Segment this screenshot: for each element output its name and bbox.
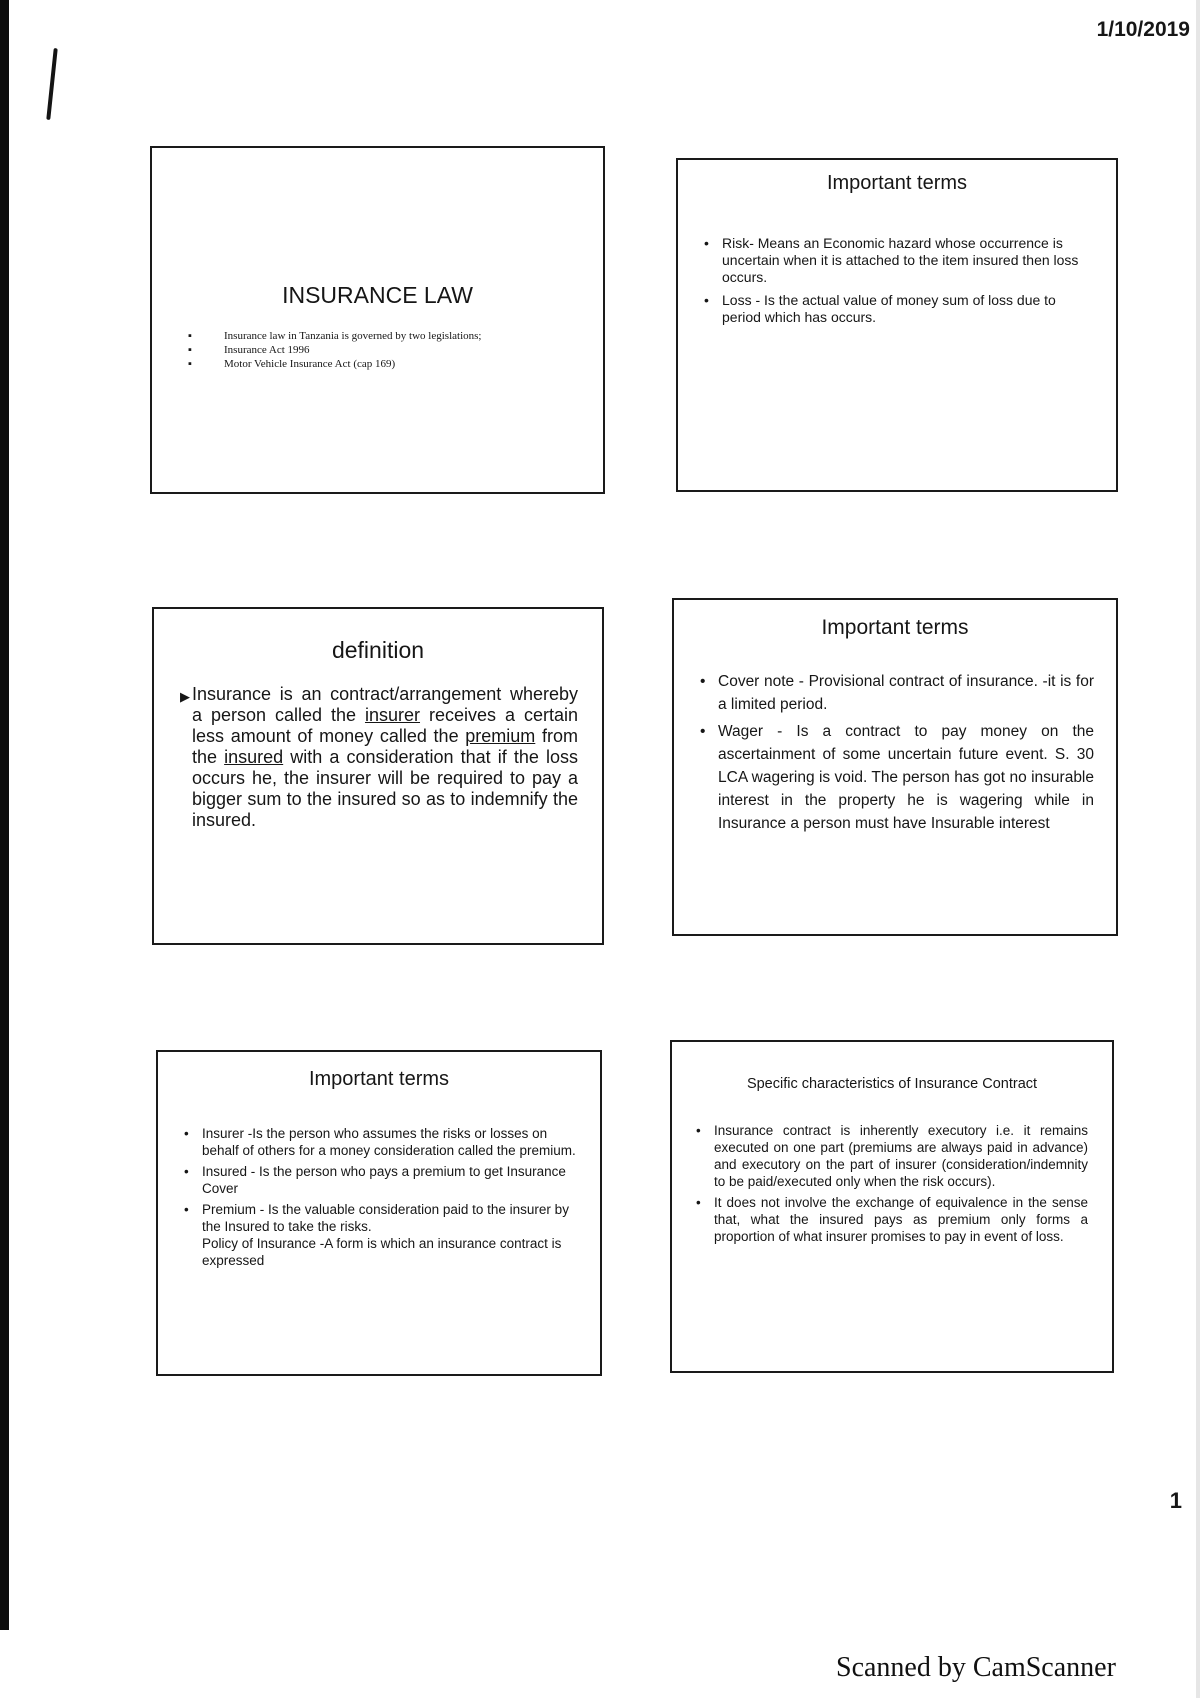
bullet-list (188, 329, 603, 371)
bullet-icon: • (704, 292, 709, 308)
bullet-icon: • (184, 1126, 189, 1141)
bullet-icon: ▪ (188, 344, 192, 356)
slide-important-terms-2 (672, 598, 1118, 936)
list-item: • Insurer -Is the person who assumes the risks or losses on behalf of others for a money consideration called the premium. (184, 1126, 576, 1158)
term-insured: insured (224, 747, 284, 767)
slide-title: INSURANCE LAW (282, 282, 473, 308)
list-item: • Cover note - Provisional contract of insurance. -it is for a limited period. (700, 670, 1094, 716)
list-item: • Insured - Is the person who pays a premium to get Insurance Cover (184, 1164, 566, 1196)
slide-specific-characteristics (670, 1040, 1114, 1373)
bullet-list (700, 670, 1094, 835)
slide-insurance-law (150, 146, 605, 494)
bullet-icon: • (696, 1195, 701, 1210)
page-number: 1 (1169, 1488, 1182, 1513)
bullet-icon: ▪ (188, 330, 192, 342)
slide-important-terms-3 (156, 1050, 602, 1376)
slide-title: Important terms (308, 1068, 450, 1090)
slide-title: definition (331, 637, 425, 663)
term-insurer: insurer (364, 705, 421, 725)
list-item: ▪ Insurance law in Tanzania is governed by two legislations; (188, 330, 482, 342)
bullet-icon: • (704, 235, 709, 251)
list-item: ▪ Insurance Act 1996 (188, 344, 310, 356)
arrow-bullet-icon: ▶ (180, 689, 190, 704)
pen-mark (46, 48, 58, 120)
slide-title: Important terms (826, 172, 968, 194)
bullet-icon: • (184, 1164, 189, 1179)
slide-title: Specific characteristics of Insurance Contract (746, 1076, 1038, 1092)
scan-edge-shadow (0, 0, 9, 1630)
list-item: • It does not involve the exchange of equivalence in the sense that, what the insured pays as premium only forms a proportion of what insurer promises to pay in event of loss. (696, 1195, 1088, 1244)
bullet-list (696, 1122, 1088, 1245)
definition-paragraph: ▶ Insurance is an contract/arrangement whereby a person called the insurer receives a certain less amount of money called the premium from the insured with a consideration that if the loss occurs he, the insurer will be required to pay a bigger sum to the insured so as to indemnify the insured. (180, 684, 578, 830)
scanner-watermark: Scanned by CamScanner (836, 1652, 1116, 1683)
scan-edge-right (1196, 0, 1200, 1698)
bullet-icon: • (696, 1123, 701, 1138)
bullet-list (184, 1125, 578, 1269)
bullet-icon: ▪ (188, 358, 192, 370)
list-item: • Insurance contract is inherently executory i.e. it remains executed on one part (premiums are always paid in advance) and executory on the part of insurer (consideration/indemnity to be paid/executed only when the risk occurs). (696, 1123, 1088, 1189)
list-item: ▪ Motor Vehicle Insurance Act (cap 169) (188, 358, 396, 370)
list-item: • Premium - Is the valuable consideration paid to the insurer by the Insured to take the risks. (184, 1202, 569, 1234)
page-date: 1/10/2019 (1096, 18, 1190, 41)
bullet-icon: • (184, 1202, 189, 1217)
list-item: • Risk- Means an Economic hazard whose occurrence is uncertain when it is attached to the item insured then loss occurs. (704, 235, 1079, 285)
bullet-list (704, 235, 1090, 326)
slide-important-terms-1 (676, 158, 1118, 492)
slide-definition (152, 607, 604, 945)
slide-title: Important terms (821, 616, 969, 639)
list-item: Policy of Insurance -A form is which an insurance contract is expressed (202, 1236, 562, 1268)
list-item: • Loss - Is the actual value of money sum of loss due to period which has occurs. (704, 292, 1056, 325)
bullet-icon: • (700, 723, 706, 740)
list-item: • Wager - Is a contract to pay money on the ascertainment of some uncertain future event. S. 30 LCA wagering is void. The person has got no insurable interest in the property he is wagering while in Insurance a person must have Insurable interest (700, 720, 1094, 835)
term-premium: premium (465, 726, 536, 746)
bullet-icon: • (700, 673, 706, 690)
